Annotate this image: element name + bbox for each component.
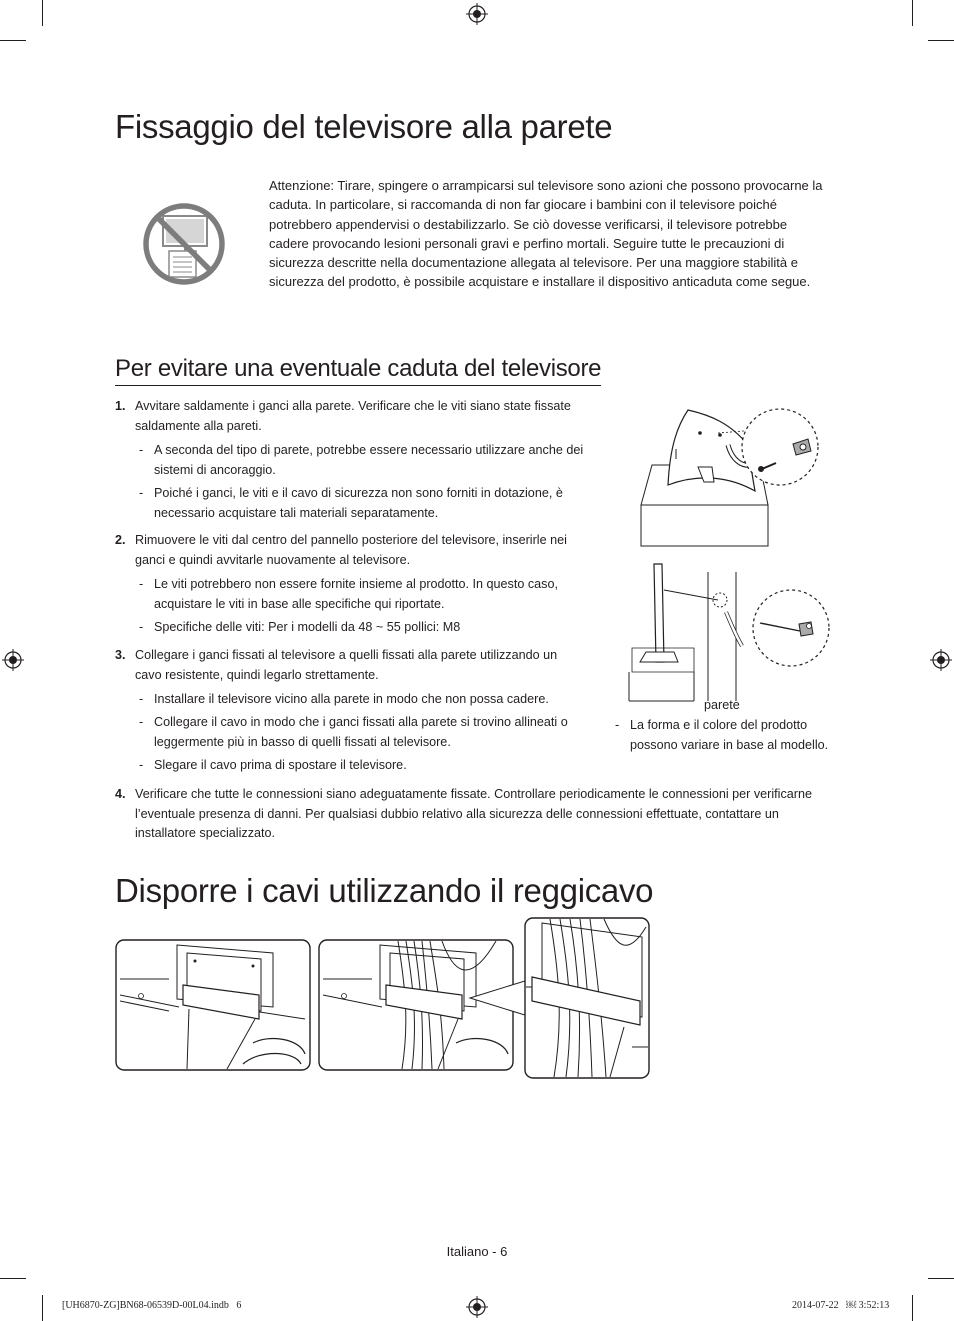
crop-mark	[928, 40, 954, 41]
step-number: 1.	[115, 399, 126, 413]
crop-mark	[0, 1278, 26, 1279]
note-text: Specifiche delle viti: Per i modelli da 48 ~ 55 pollici: M8	[154, 620, 461, 634]
step-text: Avvitare saldamente i ganci alla parete. Verificare che le viti siano state fissate saldamente alla pareti.	[135, 399, 571, 433]
safety-warning-text: Attenzione: Tirare, spingere o arrampicarsi sul televisore sono azioni che possono provocarne la caduta. In particolare, si raccomanda di non far giocare i bambini con il televisore poiché potrebbero appendervisi o destabilizzarlo. Se ciò dovesse verificarsi, il televisore potrebbe cadere provocando lesioni personali gravi e perfino mortali. Seguire tutte le precauzioni di sicurezza descritte nella documentazione allegata al televisore. Per una maggiore stabilità e sicurezza del prodotto, è possibile acquistare e installare il dispositivo anticaduta come segue.	[269, 178, 823, 290]
note-text: La forma e il colore del prodotto possono variare in base al modello.	[630, 718, 829, 752]
print-file-info: [UH6870-ZG]BN68-06539D-00L04.indb 6	[62, 1300, 242, 1311]
note-text: Poiché i ganci, le viti e il cavo di sicurezza non sono forniti in dotazione, è necessario acquistare tali materiali separatamente.	[154, 486, 563, 520]
note-text: Slegare il cavo prima di spostare il televisore.	[154, 758, 407, 772]
print-timestamp: 2014-07-22 ￼ 3:52:13	[792, 1300, 890, 1311]
cable-holder-step-1-illustration	[115, 939, 311, 1072]
wall-label: parete	[704, 698, 740, 712]
step-number: 4.	[115, 787, 126, 801]
registration-mark-icon	[466, 3, 488, 25]
note-text: Collegare il cavo in modo che i ganci fissati alla parete si trovino allineati o leggermente più in basso di quelli fissati al televisore.	[154, 715, 568, 749]
no-climbing-warning-icon	[142, 202, 226, 286]
note-text: Installare il televisore vicino alla parete in modo che non possa cadere.	[154, 692, 549, 706]
crop-mark	[928, 1278, 954, 1279]
crop-mark	[912, 1295, 913, 1321]
wall-cable-side-illustration	[628, 562, 838, 707]
step-text: Collegare i ganci fissati al televisore a quelli fissati alla parete utilizzando un cavo resistente, quindi legarlo strettamente.	[135, 648, 558, 682]
tv-wall-hook-illustration	[640, 405, 840, 550]
note-text: A seconda del tipo di parete, potrebbe essere necessario utilizzare anche dei sistemi di ancoraggio.	[154, 443, 584, 477]
step-text: Verificare che tutte le connessioni siano adeguatamente fissate. Controllare periodicamente le connessioni per verificarne l’eventuale presenza di danni. Per qualsiasi dubbio relativo alla sicurezza delle connessioni effettuate, contattare un installatore specializzato.	[135, 787, 812, 840]
registration-mark-icon	[2, 649, 24, 671]
page-number: Italiano - 6	[446, 1244, 508, 1259]
registration-mark-icon	[466, 1296, 488, 1318]
step-text: Rimuovere le viti dal centro del pannello posteriore del televisore, inserirle nei ganci e quindi avvitarle nuovamente al televisore.	[135, 533, 567, 567]
crop-mark	[42, 1295, 43, 1321]
section-title-cable-holder: Disporre i cavi utilizzando il reggicavo	[115, 872, 654, 909]
section-subtitle-prevent-fall: Per evitare una eventuale caduta del televisore	[115, 355, 601, 386]
registration-mark-icon	[930, 649, 952, 671]
step-number: 2.	[115, 533, 126, 547]
step-number: 3.	[115, 648, 126, 662]
zoom-connector	[470, 978, 530, 1018]
note-text: Le viti potrebbero non essere fornite insieme al prodotto. In questo caso, acquistare le viti in base alle specifiche qui riportate.	[154, 577, 558, 611]
crop-mark	[912, 0, 913, 26]
cable-holder-zoom-illustration	[524, 917, 650, 1080]
section-title-wall-fixing: Fissaggio del televisore alla parete	[115, 108, 613, 145]
crop-mark	[42, 0, 43, 26]
crop-mark	[0, 40, 26, 41]
